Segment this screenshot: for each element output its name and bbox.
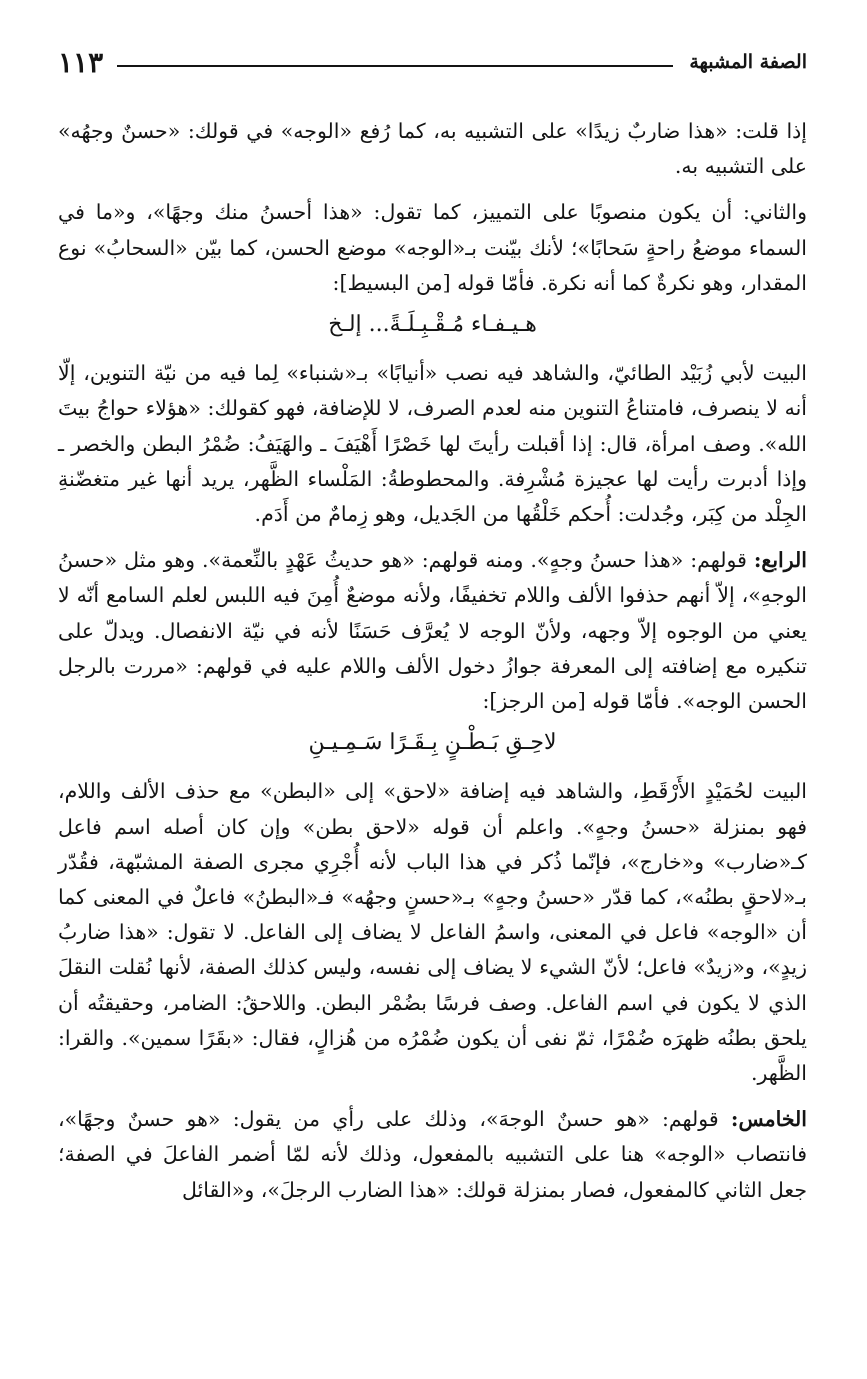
verse-lahiq: لاحِـقِ بَـطْـنٍ بِـقَـرًا سَـمِـيـنِ: [308, 730, 557, 756]
paragraph-second: والثاني: أن يكون منصوبًا على التمييز، كما تقول: «هذا أحسنُ منك وجهًا»، و«ما في السماء موضعُ راحةٍ سَحابًا»؛ لأنك بيّنت بـ«الوجه» موضع الحسن، كما بيّن «السحابُ» نوع المقدار، وهو نكرةٌ كما أنه نكرة. فأمّا قوله [من البسيط]:: [58, 200, 807, 295]
page-number: ١١٣: [58, 45, 104, 79]
paragraph-verse-commentary-2: البيت لحُمَيْدٍ الأَرْقَطِ، والشاهد فيه إضافة «لاحق» إلى «البطن» مع حذف الألف واللام، فهو بمنزلة «حسنُ وجهٍ». واعلم أن قوله «لاحق بطن» وإن كان أصله اسم فاعل كـ«ضارب» و«خارج»، فإنّما ذُكر في هذا الباب لأنه أُجْرِي مجرى الصفة المشبّهة، فقُدّر بـ«لاحقٍ بطنُه»، كما قدّر «حسنُ وجهٍ» بـ«حسنٍ وجهُه» فـ«البطنُ» فاعلٌ في المعنى كما أن «الوجه» فاعل في المعنى، واسمُ الفاعل لا يضاف إلى الفاعل. لا تقول: «هذا ضاربُ زيدٍ»، و«زيدٌ» فاعل؛ لأنّ الشيء لا يضاف إلى نفسه، وليس كذلك الصفة، لأنها نُقلت النقلَ الذي لا يكون في اسم الفاعل. وصف فرسًا بضُمْر البطن. واللاحقُ: الضامر، وحقيقتُه أن يلحق بطنُه ظهرَه ضُمْرًا، ثمّ نفى أن يكون ضُمْرُه من هُزالٍ، فقال: «بقَرًا سمين». والقرا: الظَّهر.: [58, 779, 807, 1086]
paragraph-fourth-text: قولهم: «هذا حسنُ وجهٍ». ومنه قولهم: «هو حديثُ عَهْدٍ بالنِّعمة». وهو مثل «حسنُ الوجهِ»، إلاّ أنهم حذفوا الألف واللام تخفيفًا، ولأنه موضعٌ أُمِنَ فيه اللبس لعلم السامع أنّه لا يعني من الوجوه إلاّ وجهه، ولأنّ الوجه لا يُعرَّف حَسَنًا لأنه في نيّة الانفصال. ويدلّ على تنكيره مع إضافته إلى المعرفة جوازُ دخول الألف واللام عليه في قولهم: «مررت بالرجل الحسن الوجه». فأمّا قوله [من الرجز]:: [58, 548, 807, 714]
paragraph-fifth-text: قولهم: «هو حسنٌ الوجهَ»، وذلك على رأي من يقول: «هو حسنٌ وجهًا»، فانتصاب «الوجه» هنا على التشبيه بالمفعول، وذلك لأنه لمّا أضمر الفاعلَ في الصفة؛ جعل الثاني كالمفعول، فصار بمنزلة قولك: «هذا الضارب الرجلَ»، و«القائل: [58, 1107, 807, 1202]
running-header: [58, 40, 807, 84]
paragraph-fourth: [58, 543, 807, 719]
paragraph-intro: إذا قلت: «هذا ضاربٌ زيدًا» على التشبيه به، كما رُفع «الوجه» في قولك: «حسنٌ وجهُه» على التشبيه به.: [58, 119, 807, 179]
verse-hayfaa: هـيـفـاء مُـقْـبِـلَـةً... إلـخ: [328, 312, 537, 338]
section-lead-fifth: الخامس:: [730, 1107, 807, 1132]
paragraph-fifth: [58, 1102, 807, 1208]
header-title: الصفة المشبهة: [689, 51, 807, 73]
paragraph-verse-commentary-1: البيت لأبي زُبَيْد الطائيّ، والشاهد فيه نصب «أنيابًا» بـ«شنباء» لِما فيه من نيّة التنوين، إلّا أنه لا ينصرف، فامتناعُ التنوين منه لعدم الصرف، لا للإضافة، فهو كقولك: «هؤلاء حواجُ بيتَ الله». وصف امرأة، قال: إذا أقبلت رأيتَ لها خَصْرًا أَهْيَفَ ـ والهَيَفُ: ضُمْرُ البطن والخصر ـ وإذا أدبرت رأيت لها عجيزة مُشْرِفة. والمحطوطةُ: المَلْساء الظَّهر، يريد أنها غير متغضّنةِ الجِلْد من كِبَر، وجُدلت: أُحكم خَلْقُها من الجَديل، وهو زِمامٌ من أَدَم.: [58, 361, 807, 527]
section-lead-fourth: الرابع:: [753, 548, 807, 573]
body-text: [58, 114, 807, 1208]
header-rule: [117, 65, 673, 67]
